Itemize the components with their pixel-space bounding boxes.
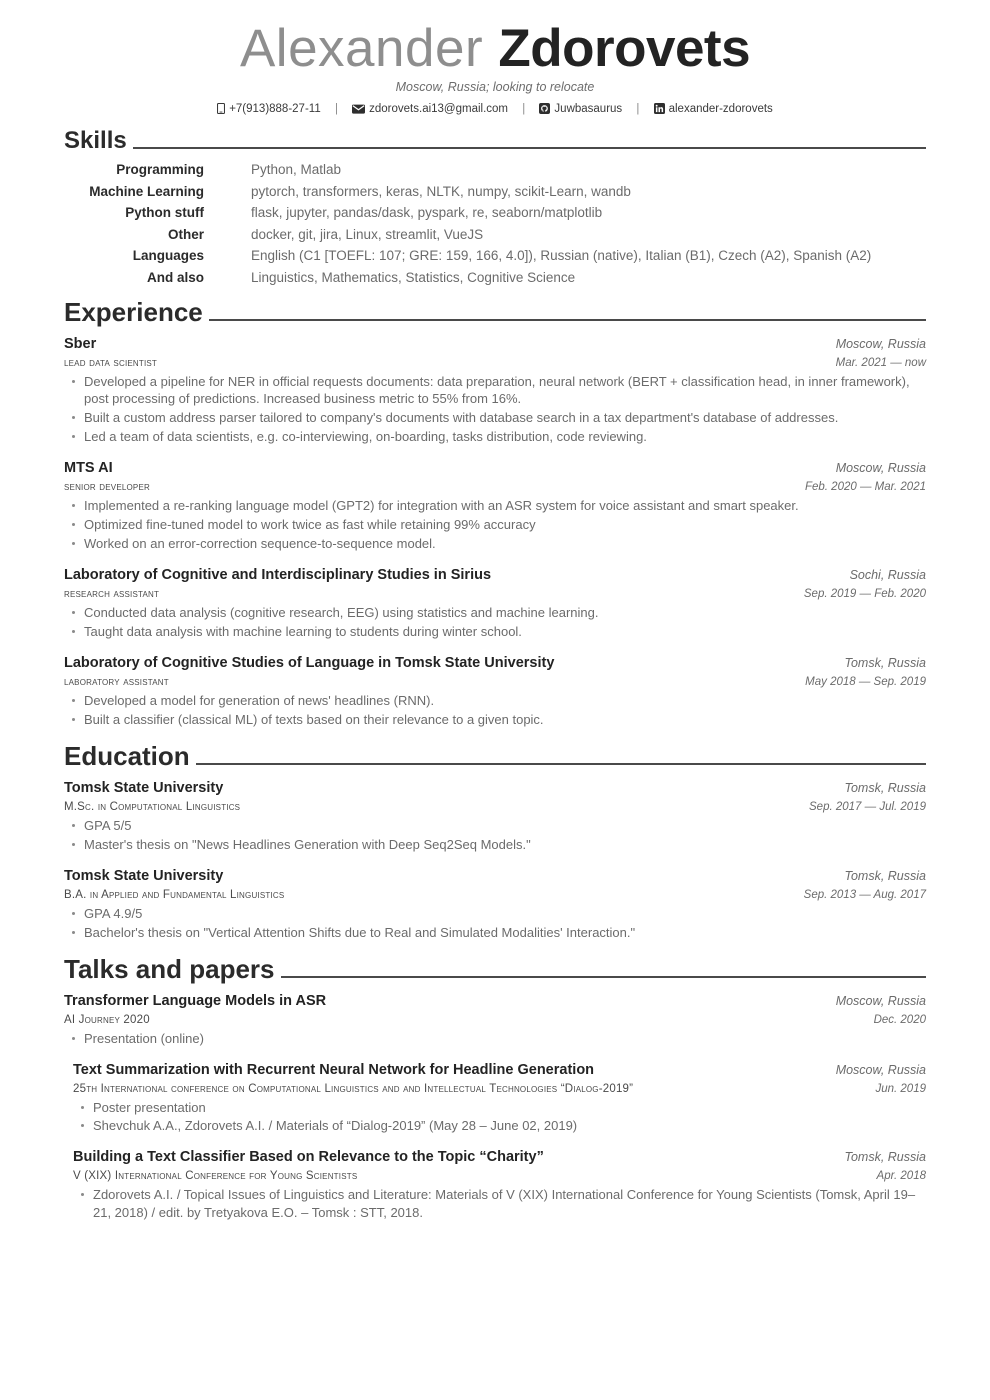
entry-location: Moscow, Russia [835,461,926,476]
skill-row [64,162,926,177]
talk-entry [64,1062,926,1136]
entry-date: May 2018 — Sep. 2019 [805,675,926,688]
entry-date: Jun. 2019 [875,1082,926,1095]
skill-label: Other [167,226,204,242]
last-name: Zdorovets [498,19,751,78]
section-skills-header [64,129,926,153]
entry-heading [73,1062,926,1078]
experience-entry [64,655,926,729]
entry-title: Sber [64,335,97,352]
bullet-item: Implemented a re-ranking language model (GPT2) for integration with an ASR system for voice assistant and smart speaker. [64,497,926,515]
section-talks-header [64,953,926,984]
skill-label: Languages [132,248,204,264]
section-experience [64,296,926,729]
talk-entry [64,1149,926,1222]
bullet-item: Bachelor's thesis on "Vertical Attention Shifts due to Real and Simulated Modalities' Interaction." [64,924,926,942]
skill-row [64,205,926,220]
bullet-item: Built a custom address parser tailored to company's documents with database search in a tax department's database of addresses. [64,409,926,427]
contact-separator: | [334,103,338,115]
entry-bullets [64,604,926,641]
entry-subheading [64,357,926,369]
entry-date: Mar. 2021 — now [835,356,926,369]
bullet-item: Developed a pipeline for NER in official requests documents: data preparation, neural network (BERT + classification head, in inner framework), post processing of predictions. Increased business metric to 55% from 16%. [64,373,926,409]
skill-label: Python stuff [125,205,204,221]
entry-location: Tomsk, Russia [844,780,926,795]
entry-title: Laboratory of Cognitive and Interdisciplinary Studies in Sirius [64,567,492,584]
entry-subheading [64,889,926,901]
bullet-item: Led a team of data scientists, e.g. co-interviewing, on-boarding, tasks distribution, code reviewing. [64,428,926,446]
entry-date: Apr. 2018 [876,1170,926,1183]
contact-email-text: zdorovets.ai13@gmail.com [369,103,509,115]
bullet-item: Zdorovets A.I. / Topical Issues of Linguistics and Literature: Materials of V (XIX) International Conference for Young Scientists (Tomsk, April 19–21, 2018) / edit. by Tretyakova E.O. – Tomsk : STT, 2018. [73,1186,926,1222]
resume-header [64,0,926,115]
section-rule [196,763,926,765]
entry-bullets [64,905,926,942]
skill-row [64,184,926,199]
bullet-item: Shevchuk A.A., Zdorovets A.I. / Materials of “Dialog-2019” (May 28 – June 02, 2019) [73,1117,926,1135]
skill-label: Programming [116,162,204,178]
github-icon [539,103,550,114]
education-entry [64,780,926,854]
entry-date: Feb. 2020 — Mar. 2021 [804,481,926,494]
full-name [64,0,926,78]
contact-linkedin-text: alexander-zdorovets [668,103,773,115]
entry-date: Dec. 2020 [873,1013,926,1026]
bullet-item: GPA 5/5 [64,817,926,835]
skill-row [64,227,926,242]
entry-bullets [64,1030,926,1048]
skill-row [64,248,926,263]
section-experience-header [64,296,926,327]
contact-email[interactable] [352,103,508,115]
bullet-item: GPA 4.9/5 [64,905,926,923]
entry-degree: B.A. in Applied and Fundamental Linguistics [64,888,285,901]
entry-bullets [64,373,926,447]
entry-subheading [73,1170,926,1182]
entry-title: Text Summarization with Recurrent Neural Network for Headline Generation [73,1061,595,1078]
contact-separator: | [636,103,640,115]
entry-date: Sep. 2013 — Aug. 2017 [803,888,926,901]
contact-phone-text: +7(913)888-27-11 [229,103,321,115]
section-talks-title: Talks and papers [64,953,275,984]
entry-title: Laboratory of Cognitive Studies of Language in Tomsk State University [64,654,555,671]
experience-entry [64,460,926,553]
entry-bullets [64,692,926,729]
entry-title: Tomsk State University [64,867,224,884]
skill-value: pytorch, transformers, keras, NLTK, numpy, scikit-Learn, wandb [251,183,631,199]
entry-title: Tomsk State University [64,779,224,796]
contact-github[interactable] [539,103,622,115]
entry-heading [64,336,926,352]
entry-bullets [64,497,926,553]
section-talks [64,953,926,1223]
entry-subheading [64,801,926,813]
section-rule [281,976,927,978]
skill-value: English (C1 [TOEFL: 107; GRE: 159, 166, 4.0]), Russian (native), Italian (B1), Czech (A2), Spanish (A2) [251,248,872,264]
skill-label: Machine Learning [89,183,204,199]
bullet-item: Master's thesis on "News Headlines Generation with Deep Seq2Seq Models." [64,836,926,854]
entry-role: lead data scientist [64,356,158,369]
entry-date: Sep. 2017 — Jul. 2019 [809,800,926,813]
section-education-title: Education [64,740,190,771]
contact-line [64,103,926,115]
linkedin-icon [654,103,665,114]
contact-separator: | [522,103,526,115]
tagline: Moscow, Russia; looking to relocate [395,80,595,94]
entry-heading [64,780,926,796]
section-rule [133,147,926,149]
section-rule [209,319,926,321]
entry-heading [64,655,926,671]
skill-value: Linguistics, Mathematics, Statistics, Cognitive Science [251,269,576,285]
entry-location: Tomsk, Russia [844,655,926,670]
entry-degree: M.Sc. in Computational Linguistics [64,800,241,813]
entry-bullets [73,1099,926,1136]
skill-row [64,270,926,285]
entry-role: laboratory assistant [64,675,169,688]
entry-subheading [64,588,926,600]
entry-location: Tomsk, Russia [844,1150,926,1165]
entry-role: senior developer [64,481,150,494]
entry-subheading [64,481,926,493]
education-entry [64,868,926,942]
entry-title: Transformer Language Models in ASR [64,992,327,1009]
skills-list [64,162,926,285]
contact-github-text: Juwbasaurus [554,103,623,115]
bullet-item: Conducted data analysis (cognitive research, EEG) using statistics and machine learning. [64,604,926,622]
talk-entry [64,993,926,1048]
entry-location: Moscow, Russia [835,1062,926,1077]
bullet-item: Developed a model for generation of news' headlines (RNN). [64,692,926,710]
envelope-icon [352,104,365,114]
entry-heading [64,868,926,884]
entry-role: research assistant [64,588,160,601]
entry-location: Tomsk, Russia [844,868,926,883]
entry-heading [64,993,926,1009]
first-name: Alexander [239,19,484,78]
bullet-item: Optimized fine-tuned model to work twice as fast while retaining 99% accuracy [64,516,926,534]
section-skills [64,129,926,285]
skill-value: flask, jupyter, pandas/dask, pyspark, re, seaborn/matplotlib [251,205,603,221]
skill-value: docker, git, jira, Linux, streamlit, VueJS [251,226,484,242]
entry-title: Building a Text Classifier Based on Relevance to the Topic “Charity” [73,1149,544,1166]
entry-venue: 25th International conference on Computational Linguistics and and Intellectual Technologies “Dialog-2019” [73,1082,634,1095]
section-education-header [64,740,926,771]
section-experience-title: Experience [64,296,203,327]
contact-linkedin[interactable] [654,103,773,115]
mobile-phone-icon [217,103,225,114]
bullet-item: Presentation (online) [64,1030,926,1048]
bullet-item: Built a classifier (classical ML) of texts based on their relevance to a given topic. [64,711,926,729]
entry-heading [73,1149,926,1165]
entry-date: Sep. 2019 — Feb. 2020 [803,588,926,601]
entry-bullets [73,1186,926,1222]
experience-entry [64,567,926,641]
entry-location: Sochi, Russia [849,568,926,583]
section-education [64,740,926,942]
contact-phone[interactable] [217,103,321,115]
entry-venue: V (XIX) International Conference for Young Scientists [73,1170,358,1183]
skill-label: And also [146,269,204,285]
entry-location: Moscow, Russia [835,336,926,351]
entry-venue: AI Journey 2020 [64,1013,150,1026]
entry-heading [64,567,926,583]
entry-bullets [64,817,926,854]
entry-subheading [64,1014,926,1026]
bullet-item: Taught data analysis with machine learning to students during winter school. [64,623,926,641]
bullet-item: Poster presentation [73,1099,926,1117]
entry-subheading [73,1083,926,1095]
entry-heading [64,460,926,476]
entry-title: MTS AI [64,460,113,477]
skill-value: Python, Matlab [251,162,342,178]
entry-location: Moscow, Russia [835,993,926,1008]
experience-entry [64,336,926,447]
section-skills-title: Skills [64,127,127,155]
bullet-item: Worked on an error-correction sequence-to-sequence model. [64,535,926,553]
entry-subheading [64,676,926,688]
